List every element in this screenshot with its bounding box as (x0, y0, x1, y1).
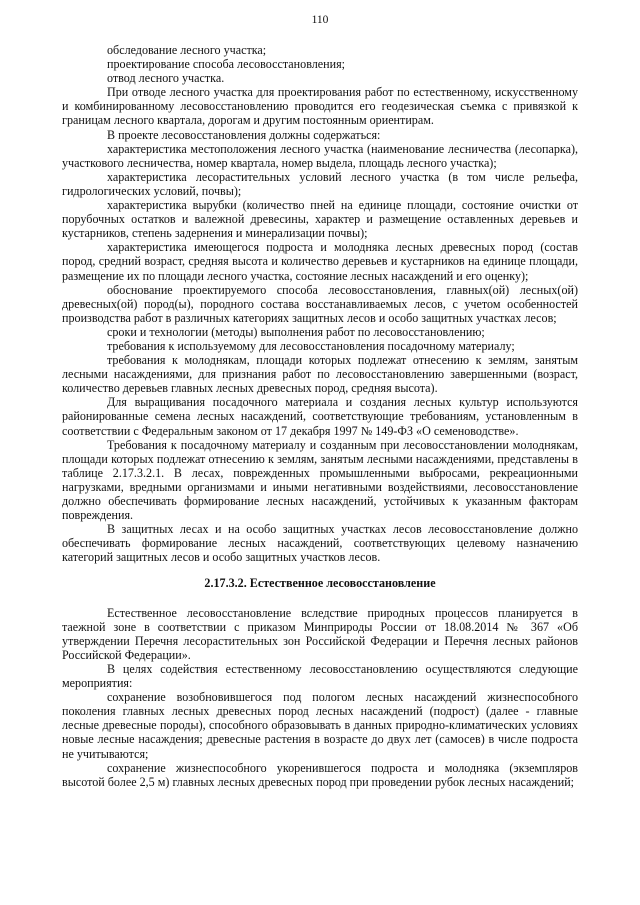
paragraph: характеристика лесорастительных условий лесного участка (в том числе рельефа, гидрологических условий, почвы); (62, 169, 578, 198)
document-body (62, 43, 578, 789)
paragraph: Естественное лесовосстановление вследствие природных процессов планируется в таежной зоне в соответствии с приказом Минприроды России от 18.08.2014 № 367 «Об утверждении Перечня лесорастительных зон Российской Федерации и Перечня лесных районов Российской Федерации». (62, 605, 578, 662)
paragraph: сохранение возобновившегося под пологом лесных насаждений жизнеспособного поколения главных лесных древесных пород лесных насаждений (подрост) (далее - главные лесные древесные породы), способного образовывать в данных природно-климатических условиях новые лесные насаждения; древесные растения в возрасте до двух лет (самосев) в числе подроста не учитываются; (62, 690, 578, 761)
paragraph: характеристика местоположения лесного участка (наименование лесничества (лесопарка), участкового лесничества, номер квартала, номер выдела, площадь лесного участка); (62, 141, 578, 170)
paragraph: характеристика вырубки (количество пней на единице площади, состояние очистки от порубочных остатков и валежной древесины, характер и размещение оставленных деревьев и кустарников, степень задернения и минерализации почвы); (62, 198, 578, 241)
section-heading: 2.17.3.2. Естественное лесовосстановление (204, 576, 436, 591)
paragraph: В целях содействия естественному лесовосстановлению осуществляются следующие мероприятия: (62, 661, 578, 691)
paragraph: характеристика имеющегося подроста и молодняка лесных древесных пород (состав пород, средний возраст, средняя высота и количество деревьев и кустарников на единице площади, размещение их по площади лесного участка, состояние лесных насаждений и его оценку); (62, 240, 578, 283)
paragraph: Для выращивания посадочного материала и создания лесных культур используются районированные семена лесных насаждений, соответствующие требованиям, установленным в соответствии с Федеральным законом от 17 декабря 1997 № 149-ФЗ «О семеноводстве». (62, 395, 578, 438)
paragraph: При отводе лесного участка для проектирования работ по естественному, искусственному и комбинированному лесовосстановлению проводится его геодезическая съемка с привязкой к границам лесного квартала, дорогам и другим постоянным ориентирам. (62, 85, 578, 128)
paragraph: требования к используемому для лесовосстановления посадочному материалу; (107, 338, 515, 353)
paragraph: сроки и технологии (методы) выполнения работ по лесовосстановлению; (107, 324, 485, 339)
paragraph: отвод лесного участка. (107, 71, 225, 86)
paragraph: обследование лесного участка; (107, 43, 267, 57)
paragraph: Требования к посадочному материалу и созданным при лесовосстановлении молоднякам, площади которых подлежат отнесению к землям, занятым лесными насаждениями, представлены в таблице 2.17.3.2.1. В лесах, поврежденных промышленными выбросами, рекреационными нагрузками, вредными организмами и иными негативными воздействиями, лесовосстановление должно обеспечивать формирование лесных насаждений, устойчивых к указанным факторам повреждения. (62, 437, 578, 523)
page-number: 110 (311, 14, 329, 26)
paragraph: сохранение жизнеспособного укоренившегося подроста и молодняка (экземпляров высотой более 2,5 м) главных лесных древесных пород при проведении рубок лесных насаждений; (62, 760, 578, 789)
paragraph: В защитных лесах и на особо защитных участках лесов лесовосстановление должно обеспечивать формирование лесных насаждений, соответствующих целевому назначению категорий защитных лесов и особо защитных участков лесов. (62, 522, 578, 565)
paragraph: обоснование проектируемого способа лесовосстановления, главных(ой) лесных(ой) древесных(ой) пород(ы), породного состава восстанавливаемых лесов, с учетом особенностей производства работ в различных категориях защитных лесов и особо защитных участках лесов; (62, 282, 578, 325)
paragraph: В проекте лесовосстановления должны содержаться: (107, 127, 381, 142)
paragraph: проектирование способа лесовосстановления; (107, 57, 346, 72)
paragraph: требования к молоднякам, площади которых подлежат отнесению к землям, занятым лесными насаждениями, для признания работ по лесовосстановлению завершенными (возраст, количество деревьев главных лесных древесных пород, средняя высота). (62, 353, 578, 396)
